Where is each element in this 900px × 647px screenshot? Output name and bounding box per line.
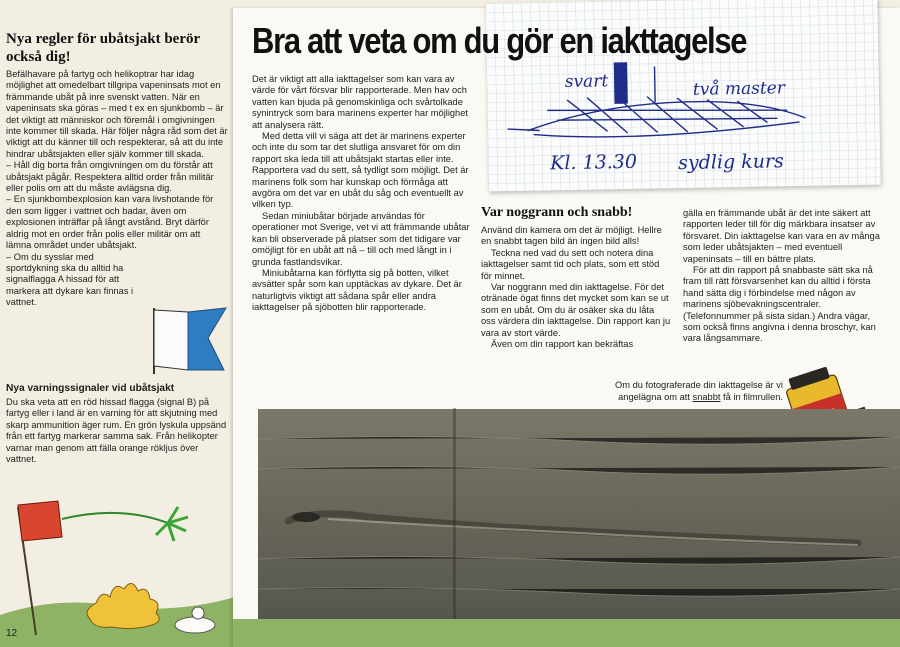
bra-att-veta-text	[252, 74, 470, 314]
rules-paragraph: – Om du sysslar med sportdykning ska du alltid ha signalflagga A hissad för att markera att dykare kan finnas i vattnet.	[6, 251, 134, 308]
caption-text-end: få in filmrullen.	[720, 392, 783, 402]
bra-paragraph: Miniubåtarna kan förflytta sig på botten, vilket avsätter spår som kan upptäckas av dykare. Det är naturligtvis viktigt att sådana spår eller andra iakttagelser på sjöbotten blir rapporterade.	[252, 267, 462, 313]
note-course: sydlig kurs	[678, 150, 784, 175]
noggrann-text	[481, 225, 671, 350]
rules-heading: Nya regler för ubåtsjakt berör också dig!	[6, 31, 200, 65]
left-page	[0, 0, 235, 647]
page-title: Bra att veta om du gör en iakttagelse	[252, 20, 747, 61]
warning-heading: Nya varningssignaler vid ubåtsjakt	[6, 383, 175, 394]
warning-text: Du ska veta att en röd hissad flagga (signal B) på fartyg eller i land är en varning för att skjutning med skarp ammunition äger rum. En grön lyskula uppsänd från ett fartyg markerar samma sak. Från helikopter varnar man genom att fälla orange rökljus över vattnet.	[6, 397, 227, 465]
noggrann-paragraph: Använd din kamera om det är möjligt. Hellre en snabbt tagen bild än ingen bild alls!	[481, 225, 662, 247]
galla-paragraph: gälla en främmande ubåt är det inte säkert att rapporten leder till för dig märkbara insatser av försvaret. Din iakttagelse kan vara en av många som leder ubåtsjakten – med eventuell vapeninsats – till en bättre plats.	[683, 208, 880, 264]
bra-paragraph: Det är viktigt att alla iakttagelser som kan vara av värde för vårt försvar blir rapporterade. Men hav och vatten kan bjuda på genomskinliga och svårtolkade synintryck som bara marinens experter har möjlighet att analysera rätt.	[252, 74, 468, 130]
noggrann-paragraph: Teckna ned vad du sett och notera dina iakttagelser samt tid och plats, som ett stöd för minnet.	[481, 247, 660, 281]
rules-paragraph: – En sjunkbombexplosion kan vara livshotande för den som ligger i vattnet och badar, även om explosionen inträffar på långt avstånd. Bryt därför aldrig mot en order från polis eller militär om att lämna området under ubåtsjakt.	[6, 194, 214, 251]
noggrann-paragraph: Var noggrann med din iakttagelse. För det otränade ögat finns det mycket som kan se ut som en ubåt. Om du är osäker ska du låta oss värdera din iakttagelse. Din rapport kan ju vara av stort värde.	[481, 282, 671, 338]
page-fold	[453, 408, 456, 623]
caption-emphasis: snabbt	[692, 392, 721, 402]
film-caption	[583, 379, 783, 403]
photo-image	[258, 409, 900, 619]
note-handwriting	[485, 0, 880, 191]
bra-paragraph: Med detta vill vi säga att det är marinens experter och inte du som tar det slutliga ansvaret för om din rapport ska leda till att ubåtsjakt startas eller inte. Rapportera vad du sett, så tydligt som möjligt. Det är marinens folk som har kunskap och förmåga att avgöra om det var en ubåt du såg och eventuellt av vilken typ.	[252, 131, 469, 210]
noggrann-paragraph: Även om din rapport kan bekräftas	[491, 339, 634, 350]
submarine-wake-photo	[258, 409, 900, 619]
galla-text	[683, 208, 888, 345]
signal-flag-a-icon	[148, 304, 228, 376]
rules-paragraph: – Håll dig borta från omgivningen om du förstår att ubåtsjakt pågår. Respektera alltid order från militär eller polis om att du måste avlägsna dig.	[6, 160, 214, 194]
page-number: 12	[6, 628, 18, 639]
caption-text: Om du fotograferade din iakttagelse är vi angelägna om att	[615, 380, 783, 402]
galla-paragraph: För att din rapport på snabbaste sätt ska nå fram till rätt försvarsenhet kan du alltid i första hand sätta dig i förbindelse med någon av marinens sjöbevakningscentraler. (Telefonnummer på sista sidan.) Andra vägar, som också finns angivna i denna broschyr, kan vara långsammare.	[683, 265, 876, 344]
rules-text	[6, 69, 228, 309]
rules-paragraph: Befälhavare på fartyg och helikoptrar har idag möjlighet att omedelbart tillgripa vapeninsats mot en främmande ubåt på inre svenskt vatten. När en vapeninsats ska göras – med t ex en sjunkbomb – är det viktigt att människor och föremål i omgivningen inte kommer till skada. Här följer några råd som det är viktigt att du känner till och respekterar, så att du inte hindrar ubåtsjakten eller själv kommer till skada.	[6, 69, 228, 159]
note-label-color: svart	[564, 71, 609, 93]
note-time: Kl. 13.30	[549, 150, 638, 175]
section-heading-noggrann: Var noggrann och snabb!	[481, 205, 633, 220]
bra-paragraph: Sedan miniubåtar började användas för operationer mot Sverige, vet vi att främmande ubåtar kan bli observerade på platser som det tidigare var omöjligt för en ubåt att nå – till och med långt in i grunda fastlandsvikar.	[252, 210, 470, 267]
warning-signals-illustration	[0, 485, 235, 647]
footer-strip	[233, 619, 900, 647]
note-label-masts: två master	[692, 78, 786, 100]
